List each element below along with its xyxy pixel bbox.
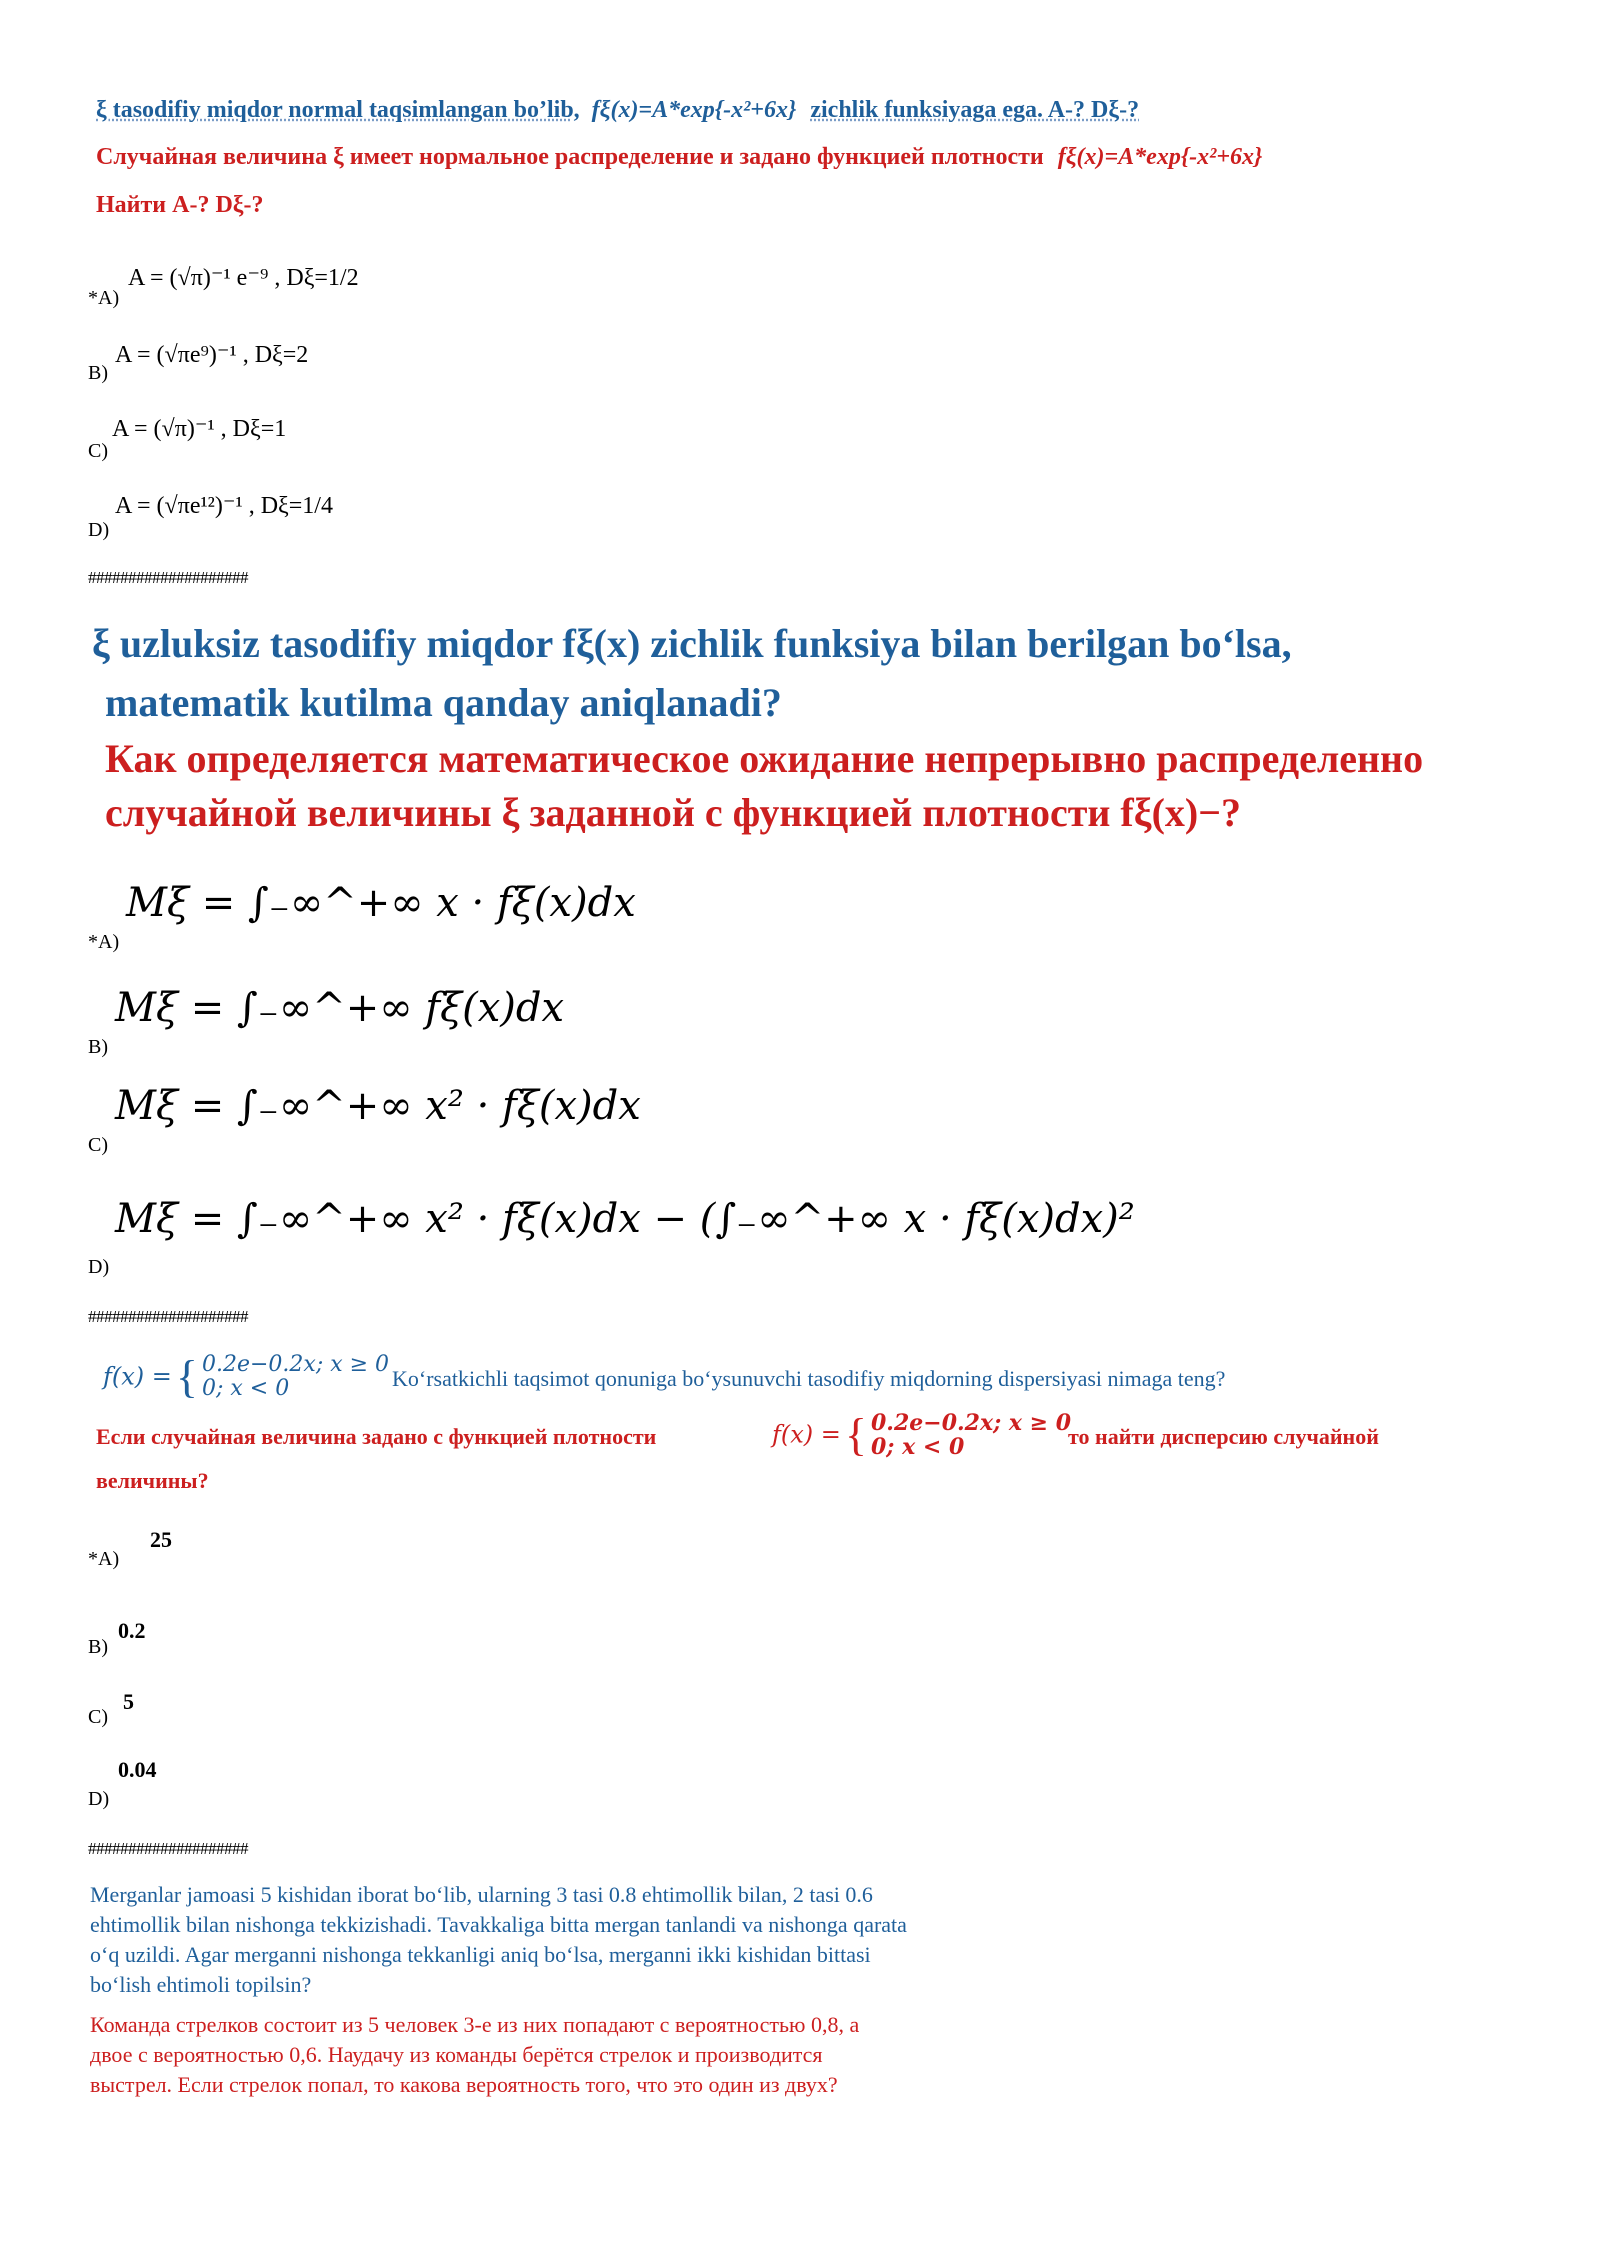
q1-option-a-label[interactable]: *A) — [88, 287, 120, 309]
q3-uz-text: Ko‘rsatkichli taqsimot qonuniga bo‘ysunuvchi tasodifiy miqdorning dispersiyasi nimaga teng? — [392, 1366, 1226, 1391]
q1-ru-find: Найти A-? Dξ-? — [96, 192, 264, 218]
q4-ru-text: Команда стрелков состоит из 5 человек 3-е из них попадают с вероятностью 0,8, а двое с вероятностью 0,6. Наудачу из команды берётся стрелок и производится выстрел. Если стрелок попал, то какова вероятность того, что это один из двух? — [90, 2012, 860, 2097]
q3-option-d-value: 0.04 — [118, 1757, 157, 1782]
q1-option-c-formula: A = (√π)⁻¹ , Dξ=1 — [112, 416, 287, 442]
q2-ru-line1: Как определяется математическое ожидание непрерывно распределенно — [105, 736, 1424, 781]
q3-ru-tail1: то найти дисперсию случайной — [1068, 1424, 1379, 1449]
q3-uz-density: f(x) = { 0.2e−0.2x; x ≥ 0 0; x < 0 — [103, 1351, 390, 1402]
q3-ru-density: f(x) = { 0.2e−0.2x; x ≥ 0 0; x < 0 — [772, 1409, 1072, 1460]
q1-ru-line — [96, 144, 1262, 171]
q2-option-a-label[interactable]: *A) — [88, 931, 120, 953]
q3-ru-text: Если случайная величина задано с функцией плотности — [96, 1424, 657, 1449]
q1-uz-tail: zichlik funksiyaga ega. A-? Dξ-? — [810, 97, 1140, 123]
q3-option-b-value: 0.2 — [118, 1618, 146, 1643]
q2-option-d-label[interactable]: D) — [88, 1256, 110, 1278]
q3-option-d-label[interactable]: D) — [88, 1788, 110, 1810]
q2-uz-line1: ξ uzluksiz tasodifiy miqdor fξ(x) zichlik funksiya bilan berilgan bo‘lsa, — [92, 621, 1292, 666]
q3-uz-density-row1: 0.2e−0.2x; x ≥ 0 — [201, 1351, 390, 1377]
q1-option-d-formula: A = (√πe¹²)⁻¹ , Dξ=1/4 — [115, 493, 333, 519]
separator-3: #################### — [88, 1839, 248, 1858]
separator-1: #################### — [88, 568, 248, 587]
q3-option-c-value: 5 — [123, 1689, 134, 1714]
q2-ru-line2: случайной величины ξ заданной с функцией плотности fξ(x)−? — [105, 790, 1242, 835]
q2-option-c-formula: Mξ = ∫₋∞^+∞ x² · fξ(x)dx — [115, 1083, 641, 1129]
q1-uz-line — [96, 97, 1139, 124]
q1-option-b-formula: A = (√πe⁹)⁻¹ , Dξ=2 — [115, 342, 309, 368]
q3-ru-density-row2: 0; x < 0 — [870, 1433, 965, 1460]
q1-uz-formula: fξ(x)=A*exp{-x²+6x} — [591, 97, 797, 123]
q1-ru-text: Случайная величина ξ имеет нормальное распределение и задано функцией плотности — [96, 144, 1044, 170]
q2-option-b-label[interactable]: B) — [88, 1036, 108, 1058]
q1-option-c-label[interactable]: C) — [88, 440, 108, 462]
q4-uz-text: Merganlar jamoasi 5 kishidan iborat bo‘lib, ularning 3 tasi 0.8 ehtimollik bilan, 2 tasi 0.6 ehtimollik bilan nishonga tekkizishadi. Tavakkaliga bitta mergan tanlandi va nishonga qarata o‘q uzildi. Agar merganni nishonga tekkanligi aniq bo‘lsa, merganni ikki kishidan bittasi bo‘lish ehtimoli topilsin? — [90, 1882, 907, 1997]
q2-option-b-formula: Mξ = ∫₋∞^+∞ fξ(x)dx — [115, 985, 565, 1031]
q1-uz-text: ξ tasodifiy miqdor normal taqsimlangan bo’lib, — [96, 97, 580, 123]
separator-2: #################### — [88, 1307, 248, 1326]
q2-option-a-formula: Mξ = ∫₋∞^+∞ x · fξ(x)dx — [126, 880, 636, 926]
q3-option-a-value: 25 — [150, 1527, 172, 1552]
q3-ru-tail2: величины? — [96, 1468, 209, 1493]
q1-option-a-formula: A = (√π)⁻¹ e⁻⁹ , Dξ=1/2 — [128, 265, 359, 291]
q3-ru-density-row1: 0.2e−0.2x; x ≥ 0 — [870, 1409, 1072, 1436]
q2-option-d-formula: Mξ = ∫₋∞^+∞ x² · fξ(x)dx − (∫₋∞^+∞ x · fξ(x)dx)² — [115, 1196, 1135, 1242]
q3-option-a-label[interactable]: *A) — [88, 1548, 120, 1570]
q1-option-b-label[interactable]: B) — [88, 362, 108, 384]
q2-option-c-label[interactable]: C) — [88, 1134, 108, 1156]
q3-option-c-label[interactable]: C) — [88, 1706, 108, 1728]
q1-option-d-label[interactable]: D) — [88, 519, 110, 541]
q3-option-b-label[interactable]: B) — [88, 1636, 108, 1658]
q1-ru-formula: fξ(x)=A*exp{-x²+6x} — [1057, 144, 1263, 170]
q2-uz-line2: matematik kutilma qanday aniqlanadi? — [105, 680, 782, 725]
q3-uz-density-row2: 0; x < 0 — [201, 1375, 290, 1401]
